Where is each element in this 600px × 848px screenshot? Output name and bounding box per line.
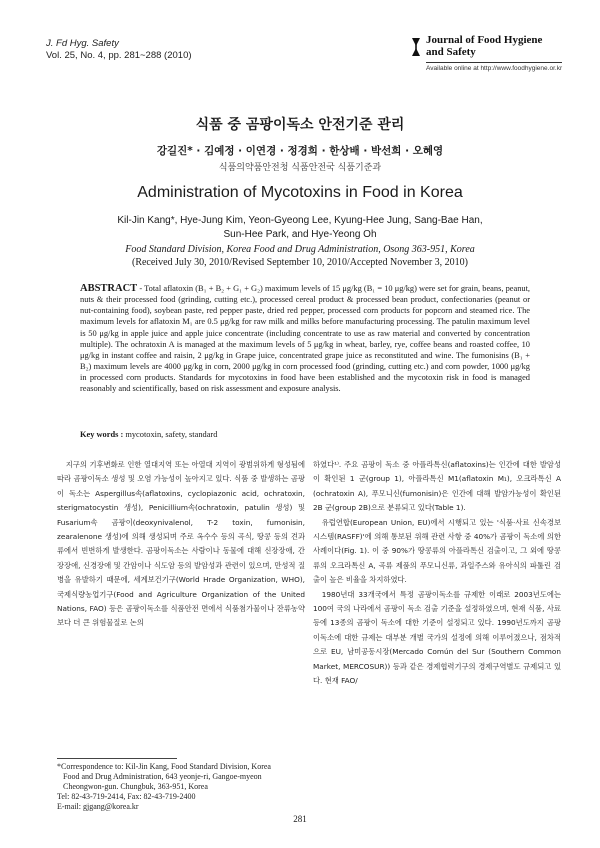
english-title: Administration of Mycotoxins in Food in Korea [137, 184, 463, 201]
body-column-right [313, 458, 561, 689]
abstract [80, 283, 530, 395]
footnote-divider [57, 758, 177, 759]
english-authors: Kil-Jin Kang*, Hye-Jung Kim, Yeon-Gyeong Lee, Kyung-Hee Jung, Sang-Bae Han, Sun-Hee Park, and Hye-Yeong Oh [117, 215, 483, 240]
english-affiliation: Food Standard Division, Korea Food and Drug Administration, Osong 363-951, Korea (Received July 30, 2010/Revised September 10, 2010/Accepted November 3, 2010) [0, 243, 600, 269]
body-paragraph: 지구의 기후변화로 인한 열대지역 또는 아열대 지역이 광범위하게 형성됨에 따라 곰팡이독소 생성 및 오염 가능성이 높아지고 있다. 식품 중 발생하는 곰팡이 독소는 Aspergillus속(aflatoxins, cyclopiazonic acid, ochratoxin, sterigmatocystin 생성), Penicillium속(ochratoxin, patulin 생성) 및 Fusarium속 곰팡이(deoxynivalenol, T-2 toxin, fumonisin, zearalenone 생성)에 의해 생성되며 주로 옥수수 등의 곡식, 땅콩 등의 견과류에서 빈번하게 발생한다. 곰팡이독소는 사람이나 동물에 대해 신장장애, 간장장애, 신경장애 및 간암이나 식도암 등의 발암성과 관련이 있으며, 만성적 질병을 유발하기 때문에, 세계보건기구(World Hrade Organization, WHO), 국제식량농업기구(Food and Agriculture Organization of the United Nations, FAO) 등은 곰팡이독소를 식품안전 면에서 식품첨가물이나 잔류농약보다 더 큰 위험물질로 논의 [57, 460, 305, 628]
journal-name: Journal of Food Hygiene and Safety [426, 34, 543, 58]
korean-authors: 강길진* · 김예정 · 이연경 · 정경희 · 한상배 · 박선희 · 오혜영 [156, 145, 444, 157]
volume-info: Vol. 25, No. 4, pp. 281~288 (2010) [46, 50, 192, 61]
citation [46, 38, 192, 62]
body-paragraph: 1980년대 33개국에서 특정 곰팡이독소를 규제한 이래로 2003년도에는 100여 국의 나라에서 곰팡이 독소 검출 기준을 설정하였으며, 현재 식품, 사료 등에 13종의 곰팡이 독소에 대한 기준이 설정되고 있다. 1990년도까지 곰팡이독소에 대한 규제는 대부분 개별 국가의 설정에 의해 이루어졌으나, 점차적으로 EU, 남미공동시장(Mercado Común del Sur (Southern Common Market, MERCOSUR)) 등과 같은 경제협력기구의 경제구역별도 규제되고 있다. 현재 FAO/ [313, 589, 561, 686]
journal-rule [426, 62, 562, 63]
abstract-label: ABSTRACT [80, 283, 138, 294]
body-column-left [57, 458, 305, 631]
abstract-text: - Total aflatoxin (B₁ + B₂ + G₁ + G₂) maximum levels of 15 μg/kg (B₁ = 10 μg/kg) were set for grain, beans, peanut, nuts & their processed food (grinding, cutting etc.), processed cereal product & processed bean product, confectionaries (peanut or nut-containing food), soybean paste, red pepper paste, dried red pepper, processed corn products for popcorn and steamed rice. The maximum levels for aflatoxin M₁ are 0.5 μg/kg for raw milk and milks before manufacturing processing. The patulin maximum level is 50 μg/kg in apple juice and apple juice concentrate (including concentrate to use as raw material and converted by concentration multiple). The ochratoxin A is managed at the maximum levels of 5 μg/kg in wheat, barley, rye, coffee beans and roasted coffee, 10 μg/kg in instant coffee and raisin, 2 μg/kg in Grape juice, concentrated grape juice as reconstituted and wine. The fumonisins (B₁ + B₂) maximum levels are 4000 μg/kg in corn, 2000 μg/kg in corn processed food (grinding, cutting etc.) and corn powder, 1000 μg/kg in processed corn products. Standards for mycotoxins in food have been established and the mycotoxin risk in food is managed reasonably and scientifically, based on risk assessment and exposure analysis. [80, 284, 530, 394]
korean-title: 식품 중 곰팡이독소 안전기준 관리 [195, 117, 405, 133]
journal-url: Available online at http://www.foodhygiene.or.kr [426, 65, 563, 72]
korean-affiliation: 식품의약품안전청 식품안전국 식품기준과 [218, 163, 382, 173]
body-paragraph: 하였다¹⁾. 주요 곰팡이 독소 중 아플라톡신(aflatoxins)는 인간에 대한 발암성이 확인된 1 군(group 1), 아플라톡신 M1(aflatoxin M₁), 오크라톡신 A (ochratoxin A), 푸모니신(fumonisin)은 인간에 대해 발암가능성이 확인된 2B 군(group 2B)으로 분류되고 있다(Table 1). [313, 460, 561, 513]
journal-abbrev: J. Fd Hyg. Safety [46, 38, 119, 49]
received-dates: (Received July 30, 2010/Revised September 10, 2010/Accepted November 3, 2010) [131, 257, 469, 268]
correspondence-footnote: *Correspondence to: Kil-Jin Kang, Food Standard Division, Korea Food and Drug Administration, 643 yeonje-ri, Gangoe-myeon Cheongwon-gun. Chungbuk, 363-951, Korea Tel: 82-43-719-2414, Fax: 82-43-719-2400 E-mail: gjgang@korea.kr [57, 762, 271, 811]
journal-emblem-icon [410, 36, 422, 58]
keywords-label: Key words : [80, 430, 124, 439]
keywords [80, 430, 530, 439]
keywords-text: mycotoxin, safety, standard [123, 430, 218, 439]
body-paragraph: 유럽연합(European Union, EU)에서 시행되고 있는 '식품·사료 신속경보시스템(RASFF)'에 의해 통보된 위해 관련 사항 중 40%가 곰팡이 독소에 의한 사례이다(Fig. 1). 이 중 90%가 땅콩류의 아플라톡신 검출이고, 그 외에 땅콩류의 오크라톡신 A, 곡류 제품의 푸모니신류, 과일주스와 유아식의 파툴린 검출이 높은 비율을 차지하였다. [313, 517, 561, 585]
page-number: 281 [293, 814, 307, 824]
